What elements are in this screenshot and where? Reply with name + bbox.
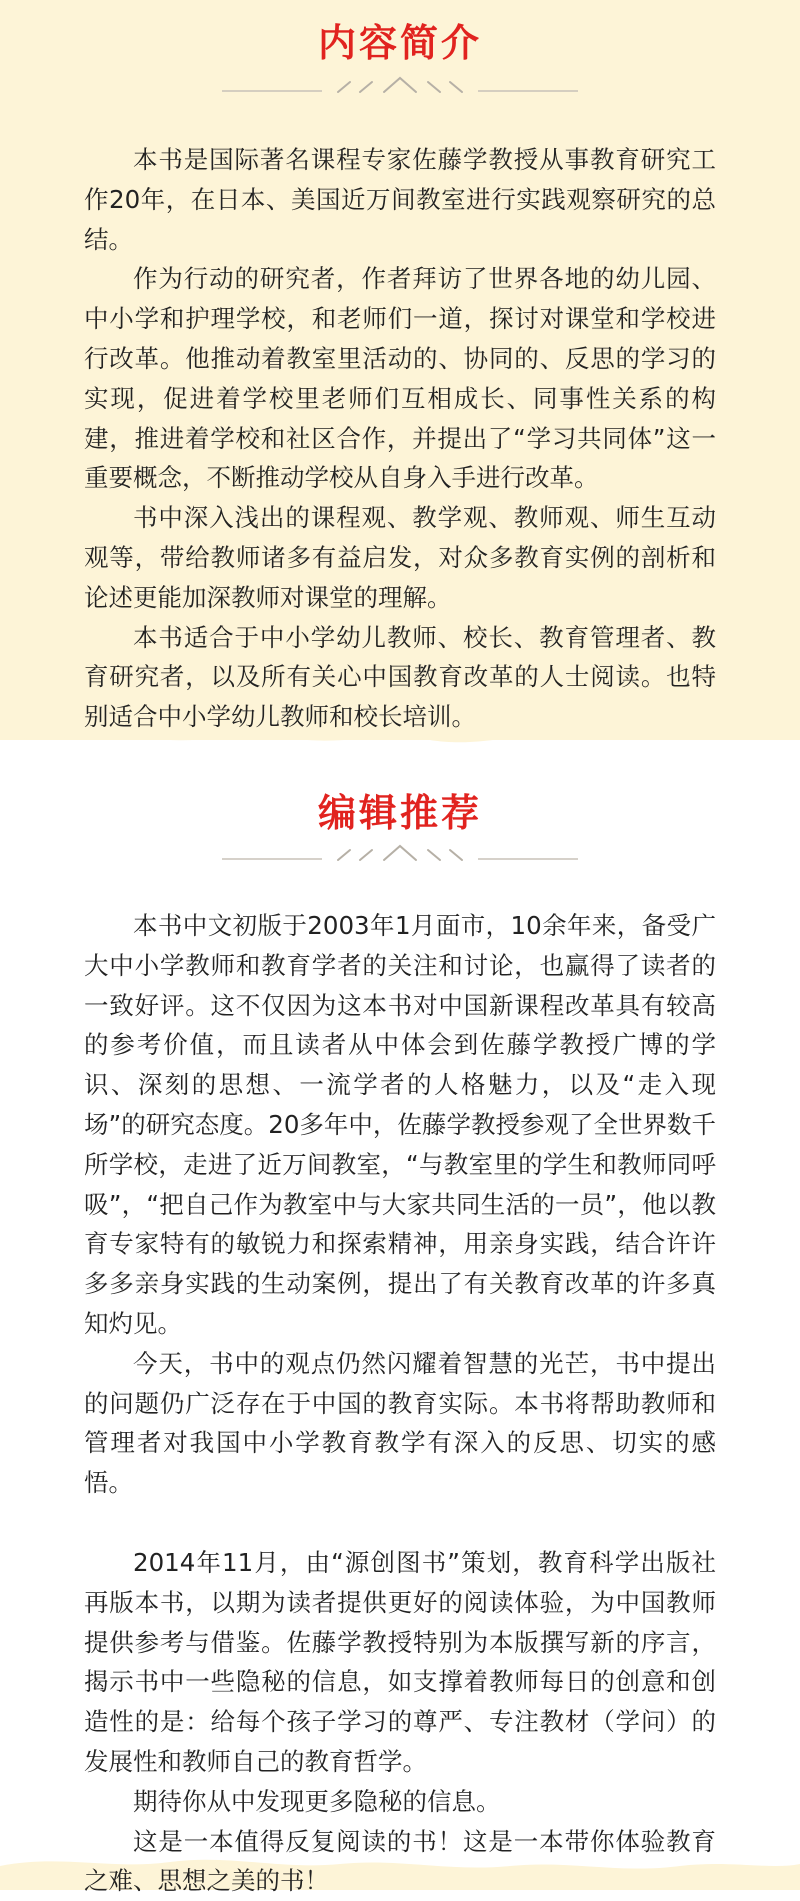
recommend-paragraph: 2014年11月，由“源创图书”策划，教育科学出版社再版本书，以期为读者提供更好的阅读体验，为中国教师提供参考与借鉴。佐藤学教授特别为本版撰写新的序言，揭示书中一些隐秘的信息，如支撑着教师每日的创意和创造性的是：给每个孩子学习的尊严、专注教材（学问）的发展性和教师自己的教育哲学。 bbox=[84, 1547, 716, 1776]
recommend-paragraph: 这是一本值得反复阅读的书！这是一本带你体验教育之难、思想之美的书！ bbox=[84, 1826, 716, 1896]
title-ornament bbox=[222, 74, 578, 96]
intro-paragraph: 本书适合于中小学幼儿教师、校长、教育管理者、教育研究者，以及所有关心中国教育改革的人士阅读。也特别适合中小学幼儿教师和校长培训。 bbox=[84, 622, 716, 732]
recommend-paragraph: 今天，书中的观点仍然闪耀着智慧的光芒，书中提出的问题仍广泛存在于中国的教育实际。本书将帮助教师和管理者对我国中小学教育教学有深入的反思、切实的感悟。 bbox=[84, 1348, 716, 1498]
recommend-title: 编辑推荐 bbox=[317, 791, 482, 835]
title-ornament bbox=[222, 842, 578, 864]
recommend-paragraph: 期待你从中发现更多隐秘的信息。 bbox=[133, 1786, 501, 1816]
recommend-paragraph: 本书中文初版于2003年1月面市，10余年来，备受广大中小学教师和教育学者的关注和讨论，也赢得了读者的一致好评。这不仅因为这本书对中国新课程改革具有较高的参考价值，而且读者从中体会到佐藤学教授广博的学识、深刻的思想、一流学者的人格魅力，以及“走入现场”的研究态度。20多年中，佐藤学教授参观了全世界数千所学校，走进了近万间教室，“与教室里的学生和教师同呼吸”，“把自己作为教室中与大家共同生活的一员”，他以教育专家特有的敏锐力和探索精神，用亲身实践，结合许许多多亲身实践的生动案例，提出了有关教育改革的许多真知灼见。 bbox=[84, 911, 716, 1338]
intro-paragraph: 书中深入浅出的课程观、教学观、教师观、师生互动观等，带给教师诸多有益启发，对众多教育实例的剖析和论述更能加深教师对课堂的理解。 bbox=[84, 503, 716, 612]
intro-text bbox=[84, 140, 716, 737]
intro-title: 内容简介 bbox=[317, 21, 482, 65]
intro-paragraph: 本书是国际著名课程专家佐藤学教授从事教育研究工作20年，在日本、美国近万间教室进行实践观察研究的总结。 bbox=[84, 145, 716, 254]
intro-paragraph: 作为行动的研究者，作者拜访了世界各地的幼儿园、中小学和护理学校，和老师们一道，探讨对课堂和学校进行改革。他推动着教室里活动的、协同的、反思的学习的实现，促进着学校里老师们互相成长、同事性关系的构建，推进着学校和社区合作，并提出了“学习共同体”这一重要概念，不断推动学校从自身入手进行改革。 bbox=[84, 264, 716, 493]
recommend-text bbox=[84, 906, 716, 1901]
